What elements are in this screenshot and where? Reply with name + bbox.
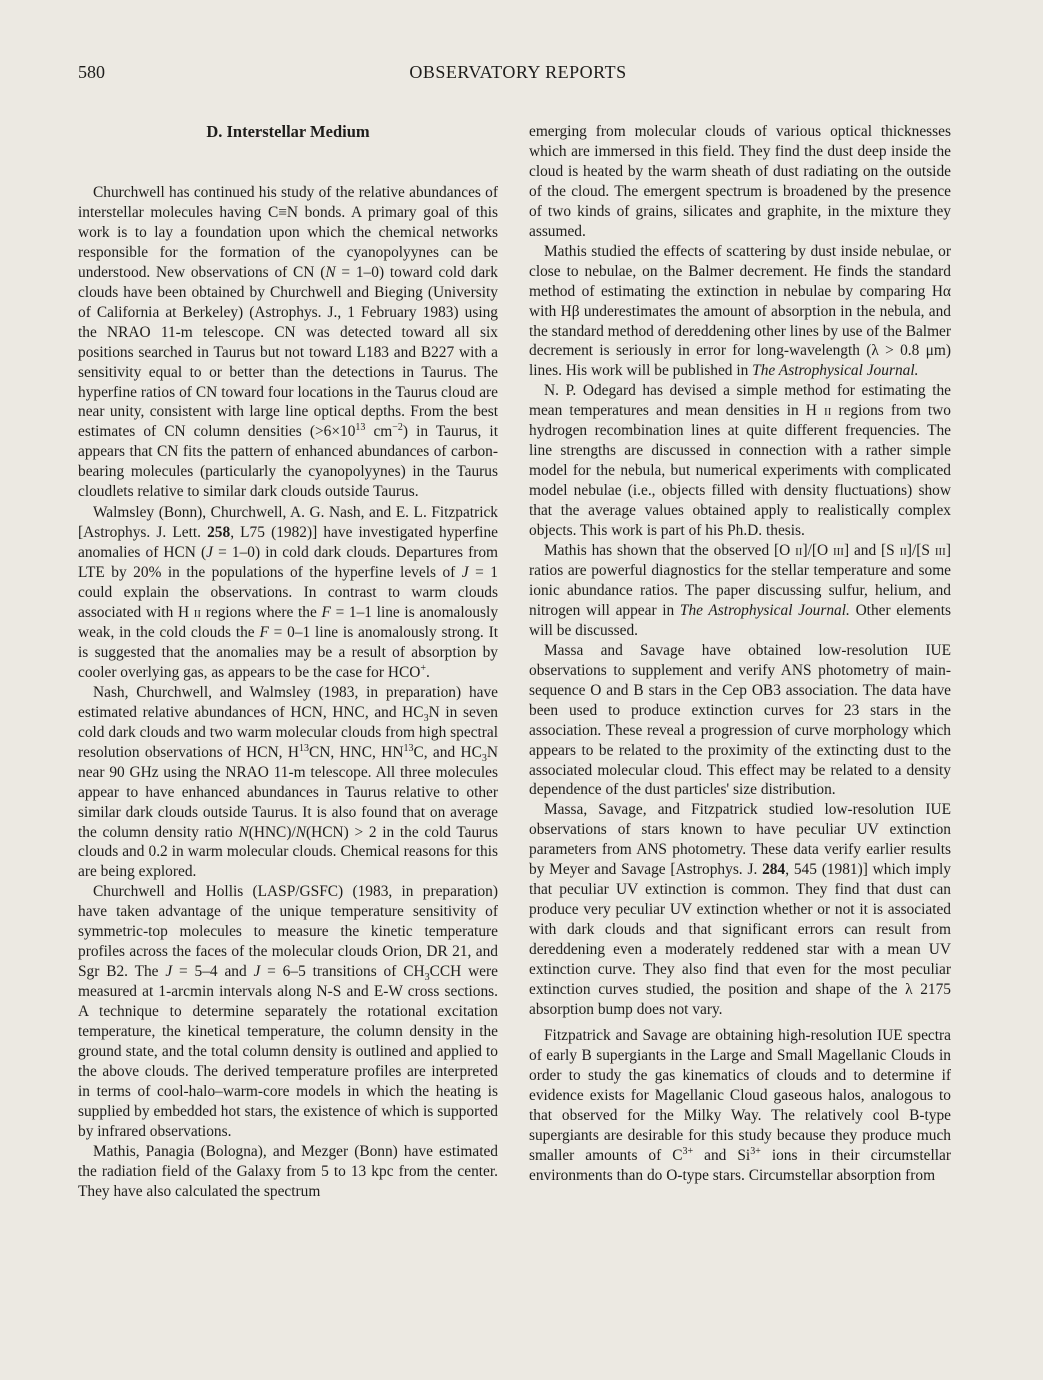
- paragraph-massa-savage-fitzpatrick: Massa, Savage, and Fitzpatrick studied low-resolution IUE observations of stars known to have peculiar UV extinction parameters from ANS photometry. These data verify earlier results by Meyer and Savage [Astrophys. J. 284, 545 (1981)] which imply that peculiar UV extinction is common. They find that dust can produce very peculiar UV extinction whether or not it is associated with dark clouds and that significant errors can result from dereddening even a moderately reddened star with a mean UV extinction curve. They also find that even for the most peculiar extinction curves studied, the position and shape of the λ 2175 absorption bump does not vary.: [529, 801, 951, 1018]
- paragraph-mathis-panagia-cont: emerging from molecular clouds of various optical thicknesses which are immersed in this field. They find the dust deep inside the cloud is heated by the warm sheath of dust radiating on the outside of the cloud. The emergent spectrum is broadened by the presence of two kinds of grains, silicates and graphite, in the mixture they assumed.: [529, 123, 951, 240]
- paragraph-fitzpatrick-savage: Fitzpatrick and Savage are obtaining high-resolution IUE spectra of early B supergiants in the Large and Small Magellanic Clouds in order to study the gas kinematics of clouds and to determine if evidence exists for Magellanic Cloud gaseous halos, analogous to that observed for the Milky Way. The relatively cool B-type supergiants are desirable for this study because they produce much smaller amounts of $C^{3+}$ and $Si^{3+}$ ions in their circumstellar environments than do O-type stars. Circumstellar absorption from: [529, 1026, 951, 1184]
- running-title: OBSERVATORY REPORTS: [409, 62, 627, 82]
- right-column: [529, 122, 951, 1186]
- paragraph-churchwell-cn: Churchwell has continued his study of the relative abundances of interstellar molecules having C≡N bonds. A primary goal of this work is to lay a foundation upon which the chemical networks responsible for the formation of the cyanopolyynes can be understood. New observations of CN (N = 1–0) toward cold dark clouds have been obtained by Churchwell and Bieging (University of California at Berkeley) (Astrophys. J., 1 February 1983) using the NRAO 11-m telescope. CN was detected toward all six positions searched in Taurus but not toward L183 and B227 with a sensitivity equal to or better than the detections in Taurus. The hyperfine ratios of CN toward four locations in the Taurus cloud are near unity, consistent with large line optical depths. From the best estimates of CN column densities ($>6\times 10^{13}$ $cm^{-2}$) in Taurus, it appears that CN fits the pattern of enhanced abundances of carbon-bearing molecules (particularly the cyanopolyynes) in the Taurus cloudlets relative to similar dark clouds outside Taurus.: [78, 184, 498, 501]
- paragraph-mathis-panagia: Mathis, Panagia (Bologna), and Mezger (Bonn) have estimated the radiation field of the Galaxy from 5 to 13 kpc from the center. They have also calculated the spectrum: [78, 1142, 498, 1200]
- paragraph-mathis-oxygen: Mathis has shown that the observed [O ii]/[O iii] and [S ii]/[S iii] ratios are powerful diagnostics for the stellar temperature and some ionic abundance ratios. The paper discussing sulfur, helium, and nitrogen will appear in The Astrophysical Journal. Other elements will be discussed.: [529, 542, 951, 639]
- section-heading: D. Interstellar Medium: [206, 122, 370, 141]
- page-header: [78, 62, 958, 84]
- paragraph-walmsley-hcn: Walmsley (Bonn), Churchwell, A. G. Nash, and E. L. Fitzpatrick [Astrophys. J. Lett. 258, L75 (1982)] have investigated hyperfine anomalies of HCN (J = 1–0) in cold dark clouds. Departures from LTE by 20% in the populations of the hyperfine levels of J = 1 could explain the observations. In contrast to warm clouds associated with H ii regions where the F = 1–1 line is anomalously weak, in the cold clouds the F = 0–1 line is anomalously strong. It is suggested that the anomalies may be a result of absorption by cooler overlying gas, as appears to be the case for HCO+.: [78, 504, 499, 681]
- paragraph-odegard: N. P. Odegard has devised a simple method for estimating the mean temperatures and mean densities in H ii regions from two hydrogen recombination lines at quite different frequencies. The line strengths are discussed in connection with a rather simple model for the nebula, but numerical experiments with complicated model nebulae (i.e., objects filled with density fluctuations) show that the average values obtained apply to realistically complex objects. This work is part of his Ph.D. thesis.: [529, 382, 951, 540]
- paragraph-nash-abundances: Nash, Churchwell, and Walmsley (1983, in preparation) have estimated relative abundances of HCN, HNC, and $HC_3N$ in seven cold dark clouds and two warm molecular clouds from high spectral resolution observations of HCN, $H^{13}CN$, HNC, HN$^{13}$C, and $HC_3N$ near 90 GHz using the NRAO 11-m telescope. All three molecules appear to have enhanced abundances in Taurus relative to other similar dark clouds outside Taurus. It is also found that on average the column density ratio N(HNC)/N(HCN) > 2 in the cold Taurus clouds and 0.2 in warm molecular clouds. Chemical reasons for this are being explored.: [78, 683, 499, 881]
- paragraph-churchwell-hollis: Churchwell and Hollis (LASP/GSFC) (1983, in preparation) have taken advantage of the unique temperature sensitivity of symmetric-top molecules to measure the kinetic temperature profiles across the faces of the molecular clouds Orion, DR 21, and Sgr B2. The J = 5–4 and J = 6–5 transitions of $CH_3CCH$ were measured at 1-arcmin intervals along N-S and E-W cross sections. A technique to determine separately the rotational excitation temperature, the kinetical temperature, the column density in the ground state, and the total column density is outlined and applied to the above clouds. The derived temperature profiles are interpreted in terms of cool-halo–warm-core models in which the heating is supplied by embedded hot stars, the existence of which is supported by infrared observations.: [78, 883, 498, 1140]
- paragraph-mathis-balmer: Mathis studied the effects of scattering by dust inside nebulae, or close to nebulae, on the Balmer decrement. He finds the standard method of estimating the extinction in nebulae by comparing Hα with Hβ underestimates the amount of absorption in the nebula, and the standard method of dereddening other lines by use of the Balmer decrement is seriously in error for long-wavelength (λ > 0.8 μm) lines. His work will be published in The Astrophysical Journal.: [529, 242, 951, 380]
- left-column: [78, 122, 498, 1202]
- paragraph-massa-savage-iue: Massa and Savage have obtained low-resolution IUE observations to supplement and verify ANS photometry of main-sequence O and B stars in the Cep OB3 association. The data have been used to produce extinction curves for 23 stars in the association. These reveal a progression of curve morphology which appears to be related to the proximity of the extincting dust to the associated molecular cloud. This effect may be related to a density dependence of the dust particles' size distribution.: [529, 641, 951, 799]
- page-number: 580: [78, 62, 105, 82]
